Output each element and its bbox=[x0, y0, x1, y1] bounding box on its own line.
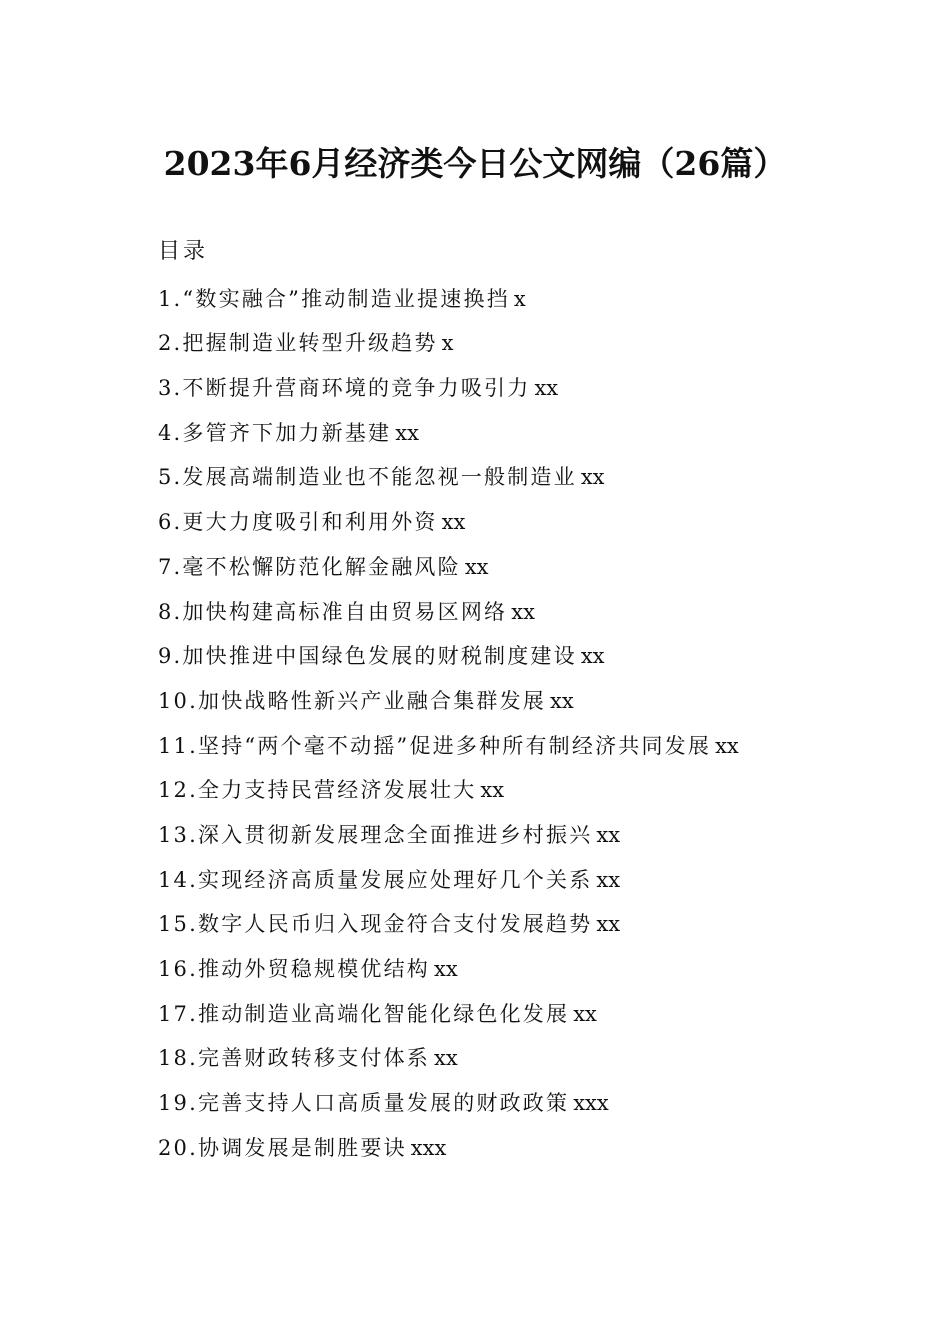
toc-item-text: 14.实现经济高质量发展应处理好几个关系 bbox=[158, 867, 593, 892]
toc-item-page: xx bbox=[464, 554, 489, 579]
toc-item[interactable] bbox=[158, 1126, 918, 1171]
toc-item-page: xx bbox=[434, 957, 458, 981]
toc-item-page: xx bbox=[580, 465, 605, 490]
toc-item-page: xx bbox=[596, 912, 621, 937]
toc-item[interactable] bbox=[158, 947, 918, 992]
toc-item[interactable] bbox=[158, 902, 918, 947]
toc-item-text: 2.把握制造业转型升级趋势 bbox=[158, 331, 438, 356]
toc-item-text: 10.加快战略性新兴产业融合集群发展 bbox=[158, 688, 546, 713]
toc-item-page: xx bbox=[715, 733, 739, 758]
toc-item-page: x bbox=[441, 331, 454, 356]
toc-item-page: xx bbox=[434, 1046, 458, 1071]
toc-item[interactable] bbox=[158, 455, 918, 500]
toc-item-text: 7.毫不松懈防范化解金融风险 bbox=[158, 554, 461, 579]
toc-item-text: 6.更大力度吸引和利用外资 bbox=[158, 510, 438, 535]
toc-item-page: xx bbox=[480, 778, 505, 803]
toc-item-text: 17.推动制造业高端化智能化绿色化发展 bbox=[158, 1001, 570, 1026]
toc-item-text: 13.深入贯彻新发展理念全面推进乡村振兴 bbox=[158, 822, 593, 847]
toc-item-page: xx bbox=[596, 822, 621, 847]
toc-item-text: 19.完善支持人口高质量发展的财政政策 bbox=[158, 1091, 570, 1116]
toc-item-page: xxx bbox=[410, 1135, 447, 1160]
toc-item[interactable] bbox=[158, 724, 918, 769]
table-of-contents bbox=[158, 232, 918, 1170]
toc-item-text: 5.发展高端制造业也不能忽视一般制造业 bbox=[158, 465, 577, 490]
toc-item-page: x bbox=[513, 286, 526, 311]
toc-item[interactable] bbox=[158, 813, 918, 858]
toc-item-page: xx bbox=[596, 867, 621, 892]
toc-item[interactable] bbox=[158, 679, 918, 724]
toc-item-text: 1.“数实融合”推动制造业提速换挡 bbox=[158, 286, 510, 311]
toc-item-text: 15.数字人民币归入现金符合支付发展趋势 bbox=[158, 912, 593, 937]
toc-item-text: 18.完善财政转移支付体系 bbox=[158, 1046, 430, 1071]
toc-item[interactable] bbox=[158, 1081, 918, 1126]
toc-item[interactable] bbox=[158, 590, 918, 635]
toc-item-text: 16.推动外贸稳规模优结构 bbox=[158, 957, 430, 981]
toc-item-page: xx bbox=[580, 644, 605, 669]
toc-list bbox=[158, 277, 918, 1171]
toc-item-text: 4.多管齐下加力新基建 bbox=[158, 420, 392, 445]
toc-item-page: xx bbox=[395, 420, 419, 445]
toc-item-text: 11.坚持“两个毫不动摇”促进多种所有制经济共同发展 bbox=[158, 733, 712, 758]
toc-item[interactable] bbox=[158, 500, 918, 545]
toc-item[interactable] bbox=[158, 634, 918, 679]
toc-item-page: xx bbox=[550, 688, 574, 713]
toc-item-text: 9.加快推进中国绿色发展的财税制度建设 bbox=[158, 644, 577, 669]
toc-item-text: 12.全力支持民营经济发展壮大 bbox=[158, 778, 477, 803]
toc-item-page: xx bbox=[441, 510, 466, 535]
toc-item[interactable] bbox=[158, 411, 918, 456]
toc-item-text: 3.不断提升营商环境的竞争力吸引力 bbox=[158, 376, 531, 401]
toc-item[interactable] bbox=[158, 321, 918, 366]
toc-item[interactable] bbox=[158, 858, 918, 903]
toc-item[interactable] bbox=[158, 277, 918, 322]
toc-item[interactable] bbox=[158, 1036, 918, 1081]
toc-item-text: 8.加快构建高标准自由贸易区网络 bbox=[158, 599, 508, 624]
toc-item[interactable] bbox=[158, 545, 918, 590]
toc-item-page: xxx bbox=[573, 1091, 609, 1116]
toc-item[interactable] bbox=[158, 768, 918, 813]
toc-item-page: xx bbox=[573, 1001, 597, 1026]
toc-item[interactable] bbox=[158, 992, 918, 1037]
document-title: 2023年6月经济类今日公文网编（26篇） bbox=[163, 144, 787, 183]
toc-item-text: 20.协调发展是制胜要诀 bbox=[158, 1135, 407, 1160]
toc-item-page: xx bbox=[534, 376, 559, 401]
toc-heading: 目录 bbox=[158, 239, 209, 264]
toc-item-page: xx bbox=[511, 599, 535, 624]
toc-item[interactable] bbox=[158, 366, 918, 411]
